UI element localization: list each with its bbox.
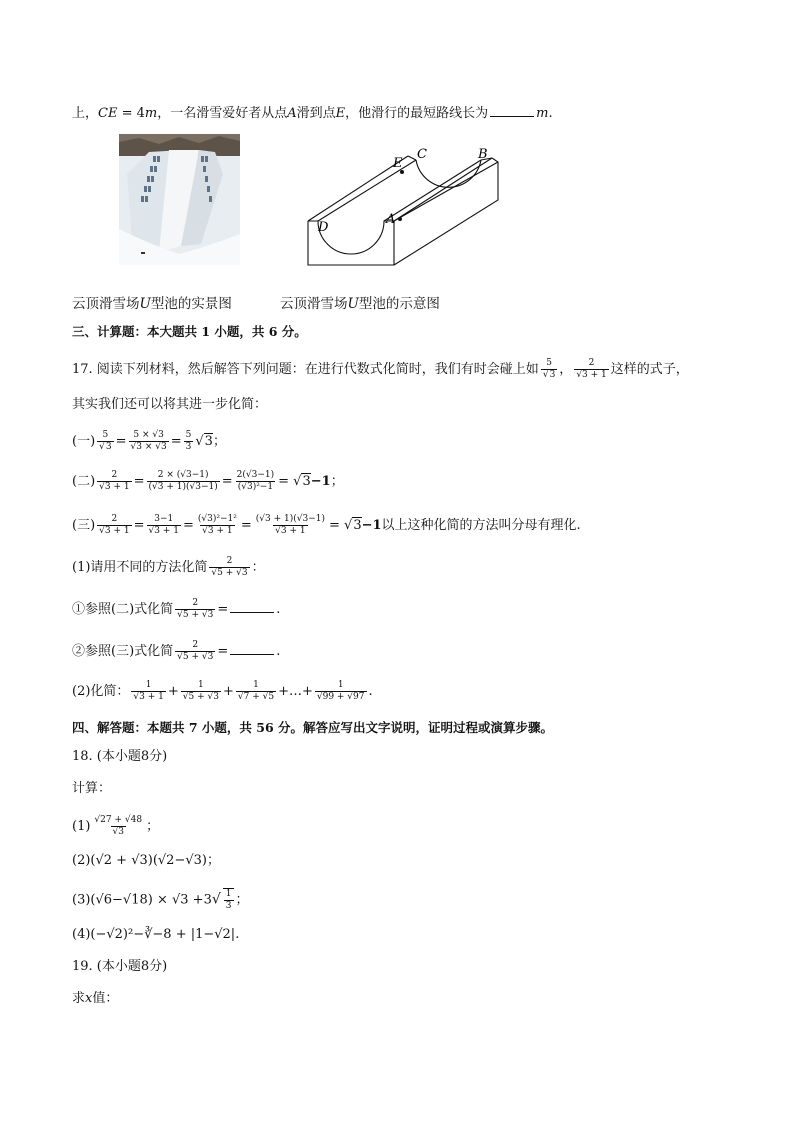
frac-den: √7 + √5 bbox=[237, 692, 275, 702]
equals: = bbox=[170, 434, 182, 449]
frac-den: √5 + √3 bbox=[177, 652, 214, 662]
frac-den: (√3 + 1)(√3−1) bbox=[148, 482, 218, 492]
equals: = bbox=[217, 644, 229, 659]
q17-intro-a: 17. 阅读下列材料，然后解答下列问题：在进行代数式化简时，我们有时会碰上如 bbox=[72, 362, 539, 377]
answer-blank[interactable] bbox=[490, 104, 534, 117]
frac bbox=[97, 470, 131, 493]
frac-den: √5 + √3 bbox=[182, 692, 219, 702]
q18-lead: 计算： bbox=[72, 781, 112, 796]
frac-den: √3 + 1 bbox=[133, 692, 164, 702]
q16-question-line bbox=[72, 104, 553, 123]
minus-one: −1 bbox=[361, 518, 382, 533]
q17-intro bbox=[72, 358, 689, 381]
q17-intro-b: 这样的式子， bbox=[610, 362, 689, 377]
frac-den: √3 + 1 bbox=[202, 526, 233, 536]
equals: = bbox=[221, 474, 233, 489]
caption-photo-a: 云顶滑雪场 bbox=[72, 296, 140, 312]
q18-title: 18. (本小题8分) bbox=[72, 749, 168, 764]
frac-den: √3 × √3 bbox=[130, 442, 167, 452]
caption-diagram-u: U bbox=[347, 296, 359, 312]
q17-part-1 bbox=[72, 556, 265, 579]
q19-title: 19. (本小题8分) bbox=[72, 959, 168, 974]
frac-den: √3 + 1 bbox=[99, 482, 130, 492]
q16-period: . bbox=[548, 106, 553, 121]
equals: = bbox=[133, 518, 145, 533]
frac-num: 2 bbox=[192, 640, 199, 650]
frac bbox=[97, 514, 131, 537]
q17-part-2: (2)化简： $\frac{1}{√3 + 1}$ + $\frac{1}{√5 + √3}$ + $\frac{1}{√7 + √5}$ +…+ $\frac{1}{√99 + √97}$ . bbox=[72, 680, 373, 702]
frac-num: 5 bbox=[102, 430, 109, 440]
frac-num: 2 bbox=[111, 470, 118, 480]
label-c: C bbox=[417, 147, 427, 162]
comma: ， bbox=[559, 362, 573, 377]
caption-photo-u: U bbox=[139, 296, 151, 312]
frac bbox=[92, 815, 144, 838]
method-label: (二) bbox=[72, 474, 96, 489]
part1-text: (1)请用不同的方法化简 bbox=[72, 560, 208, 575]
frac bbox=[147, 470, 220, 493]
frac-den: √3 + 1 bbox=[99, 526, 130, 536]
frac-num: 5 × √3 bbox=[133, 430, 164, 440]
q16-text2: 滑到点 bbox=[296, 106, 336, 121]
frac-den: √3 bbox=[112, 827, 124, 837]
frac-den: 3 bbox=[105, 442, 112, 452]
frac-den: √3 + 1 bbox=[275, 526, 306, 536]
frac-den: (√3)²−1 bbox=[237, 482, 274, 492]
frac-num: 2 bbox=[226, 556, 233, 566]
sqrt-3: 3 bbox=[302, 474, 311, 489]
sqrt-3: 3 bbox=[204, 434, 213, 449]
point-a-dot bbox=[398, 217, 402, 221]
unit-m-end: m bbox=[536, 106, 549, 121]
frac bbox=[175, 640, 215, 663]
frac-num: 2 bbox=[192, 598, 199, 608]
frac: $\frac{5}{√3}$ bbox=[99, 430, 112, 452]
frac bbox=[236, 680, 276, 703]
ski-halfpipe-photo bbox=[119, 134, 240, 265]
sub1-text: ①参照(二)式化简 bbox=[72, 602, 174, 617]
frac-den: √5 + √3 bbox=[177, 610, 214, 620]
frac bbox=[129, 430, 169, 453]
part-label: (1) bbox=[72, 819, 91, 834]
q16-eq: = 4 bbox=[117, 106, 145, 121]
var-ce: CE bbox=[98, 106, 118, 121]
u-pool-diagram bbox=[298, 146, 508, 268]
q17-method-2: (二) $\frac{2}{√3 + 1}$ = $\frac{2 \times (√3-1)}{(√3 + 1)(√3-1)}$ = $\frac{2(√3-1)}{\text{(√3)²−1}}$ = √3−1； bbox=[72, 470, 344, 492]
part3-text: (3)(√6−√18) × √3 +3 bbox=[72, 892, 212, 908]
caption-photo bbox=[72, 292, 232, 312]
semicolon: ； bbox=[235, 892, 249, 908]
label-e: E bbox=[393, 156, 403, 171]
frac-den: √5 + √3 bbox=[211, 568, 248, 578]
method-label: (三) bbox=[72, 518, 96, 533]
frac bbox=[315, 680, 367, 703]
caption-diagram bbox=[280, 292, 440, 312]
q18-part-2: (2)(√2 + √3)(√2−√3)； bbox=[72, 853, 220, 868]
q17-sub-2: ②参照(三)式化简 $\frac{2}{√5 + √3}$ = . bbox=[72, 640, 281, 662]
q18-part-3: (3)(√6−√18) × √3 +3√ $\frac{1}{3}$ ； bbox=[72, 889, 249, 911]
frac-den: 3 bbox=[225, 901, 232, 911]
frac-num: 1 bbox=[337, 680, 344, 690]
q16-prefix: 上， bbox=[72, 106, 99, 121]
method-label: (一) bbox=[72, 434, 96, 449]
semicolon: ； bbox=[212, 434, 226, 449]
frac-num: 3−1 bbox=[154, 514, 174, 524]
caption-diagram-b: 型池的示意图 bbox=[358, 296, 440, 312]
frac-num: 1 bbox=[198, 680, 204, 690]
answer-blank[interactable] bbox=[230, 600, 274, 613]
ellipsis: +…+ bbox=[278, 684, 313, 699]
frac-num: 5 bbox=[546, 358, 552, 368]
frac-den: 3 bbox=[549, 370, 556, 380]
colon: ： bbox=[251, 560, 265, 575]
frac-num: 5 bbox=[185, 430, 192, 440]
equals: = bbox=[115, 434, 127, 449]
frac bbox=[196, 514, 239, 537]
equals: = bbox=[240, 518, 252, 533]
frac-num: 2 × (√3−1) bbox=[157, 470, 209, 480]
frac bbox=[175, 598, 215, 621]
equals: = bbox=[278, 474, 290, 489]
sub2-text: ②参照(三)式化简 bbox=[72, 644, 174, 659]
q18-part-4: (4)(−√2)²−∛−8 + |1−√2|. bbox=[72, 927, 240, 942]
answer-blank[interactable] bbox=[230, 642, 274, 655]
unit-m: m bbox=[144, 106, 158, 121]
frac bbox=[147, 514, 181, 537]
frac bbox=[131, 680, 165, 703]
equals: = bbox=[217, 602, 229, 617]
frac-num: √27 + √48 bbox=[94, 815, 143, 825]
frac bbox=[181, 680, 221, 703]
q17-method-3: (三) $\frac{2}{√3 + 1}$ = $\frac{3-1}{√3 + 1}$ = $\frac{\text{(√3)²−1²}}{√3 + 1}$ = $\frac{(√3 + 1)(√3-1)}{√3 + 1}$ = √3−1以上这种化简的方法叫分母有理化. bbox=[72, 514, 581, 536]
frac-num: (√3)²−1² bbox=[197, 514, 237, 524]
q16-text3: ，他滑行的最短路线长为 bbox=[345, 106, 489, 121]
frac-num: 1 bbox=[145, 680, 152, 690]
q17-intro-c: 其实我们还可以将其进一步化简： bbox=[72, 397, 268, 412]
frac-num: 2 bbox=[588, 358, 595, 368]
frac-den: √3 + 1 bbox=[576, 370, 607, 380]
frac-5-over-sqrt3: $\frac{5}{√3}$ bbox=[542, 358, 556, 380]
frac-num: 2(√3−1) bbox=[236, 470, 275, 480]
label-d: D bbox=[318, 220, 329, 235]
frac bbox=[209, 556, 249, 579]
section-3-heading: 三、计算题：本大题共 1 小题，共 6 分。 bbox=[72, 324, 307, 339]
frac bbox=[235, 470, 276, 493]
q16-text1: ，一名滑雪爱好者从点 bbox=[157, 106, 288, 121]
section-4-heading: 四、解答题：本题共 7 小题，共 56 分。解答应写出文字说明，证明过程或演算步骤。 bbox=[72, 720, 554, 735]
ski-halfpipe-photo-illustration bbox=[119, 134, 240, 265]
frac bbox=[184, 430, 194, 453]
frac-num: 2 bbox=[111, 514, 118, 524]
q17-m3-tail: 以上这种化简的方法叫分母有理化. bbox=[381, 518, 581, 533]
part2-text: (2)化简： bbox=[72, 684, 130, 699]
semicolon: ； bbox=[146, 819, 160, 834]
frac-num: (√3 + 1)(√3−1) bbox=[255, 514, 325, 524]
equals: = bbox=[328, 518, 340, 533]
equals: = bbox=[182, 518, 194, 533]
frac bbox=[254, 514, 327, 537]
semicolon: ； bbox=[330, 474, 344, 489]
q17-sub-1: ①参照(二)式化简 $\frac{2}{√5 + √3}$ = . bbox=[72, 598, 281, 620]
equals: = bbox=[133, 474, 145, 489]
q17-method-1: (一) $\frac{5}{√3}$ = $\frac{5 \times √3}{√3 \times √3}$ = $\frac{5}{3}$ √3； bbox=[72, 430, 226, 452]
frac-num: 1 bbox=[253, 680, 259, 690]
frac-num: 1 bbox=[225, 889, 232, 899]
sqrt-3: 3 bbox=[353, 518, 362, 533]
label-b: B bbox=[478, 147, 488, 162]
frac-2-over-sqrt3p1 bbox=[574, 358, 608, 381]
q19-lead bbox=[72, 990, 118, 1008]
frac-den: 3 bbox=[185, 442, 192, 452]
caption-diagram-a: 云顶滑雪场 bbox=[280, 296, 348, 312]
label-a: A bbox=[386, 212, 396, 227]
minus-one: −1 bbox=[310, 474, 331, 489]
var-x: x bbox=[85, 991, 93, 1006]
var-a: A bbox=[287, 106, 297, 121]
q18-part-1 bbox=[72, 815, 159, 838]
frac-den: √99 + √97 bbox=[316, 692, 365, 702]
frac-den: √3 + 1 bbox=[148, 526, 179, 536]
caption-photo-b: 型池的实景图 bbox=[150, 296, 232, 312]
q19-lead-a: 求 bbox=[72, 991, 86, 1006]
frac bbox=[223, 888, 234, 912]
q19-lead-b: 值： bbox=[92, 991, 119, 1006]
var-e: E bbox=[335, 106, 346, 121]
